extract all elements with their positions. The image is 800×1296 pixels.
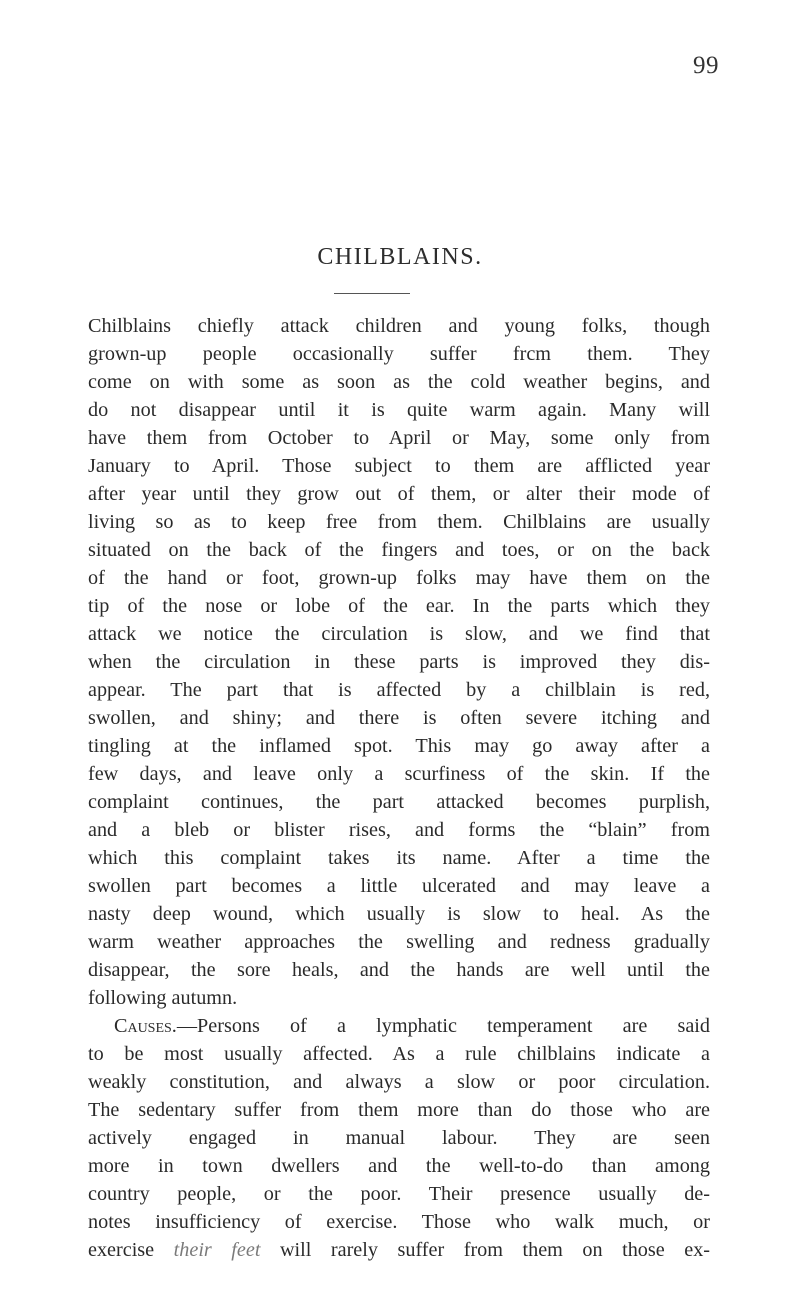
text-line: Chilblains chiefly attack children and young folks, though (88, 315, 710, 337)
text-line: following autumn. (88, 987, 238, 1009)
text-line: more in town dwellers and the well-to-do than among (88, 1155, 710, 1177)
text-line: weakly constitution, and always a slow or poor circulation. (88, 1071, 710, 1093)
text-line: when the circulation in these parts is improved they dis- (88, 651, 710, 673)
text-fragment: will rarely suffer from them on those ex- (260, 1239, 711, 1261)
faded-text: their feet (173, 1239, 261, 1261)
text-line: do not disappear until it is quite warm again. Many will (88, 399, 710, 421)
text-line: The sedentary suffer from them more than do those who are (88, 1099, 710, 1121)
text-line: appear. The part that is affected by a chilblain is red, (88, 679, 710, 701)
text-line-final (88, 1236, 710, 1264)
text-line: which this complaint takes its name. After a time the (88, 847, 710, 869)
causes-heading: Causes. (114, 1015, 177, 1037)
text-line: come on with some as soon as the cold weather begins, and (88, 371, 710, 393)
body-text (88, 312, 710, 1264)
text-line: warm weather approaches the swelling and redness gradually (88, 931, 710, 953)
text-line: after year until they grow out of them, or alter their mode of (88, 483, 710, 505)
text-line: have them from October to April or May, some only from (88, 427, 710, 449)
text-line: swollen part becomes a little ulcerated and may leave a (88, 875, 710, 897)
text-line: grown-up people occasionally suffer frcm them. They (88, 343, 710, 365)
text-line: of the hand or foot, grown-up folks may have them on the (88, 567, 710, 589)
text-line: situated on the back of the fingers and toes, or on the back (88, 539, 710, 561)
title-divider (334, 293, 410, 294)
causes-paragraph-start (88, 1012, 710, 1040)
text-line: and a bleb or blister rises, and forms the “blain” from (88, 819, 710, 841)
text-fragment: exercise (88, 1239, 174, 1261)
text-line: swollen, and shiny; and there is often severe itching and (88, 707, 710, 729)
text-line: notes insufficiency of exercise. Those who walk much, or (88, 1211, 710, 1233)
text-line: nasty deep wound, which usually is slow to heal. As the (88, 903, 710, 925)
text-line: January to April. Those subject to them are afflicted year (88, 455, 710, 477)
text-line: attack we notice the circulation is slow, and we find that (88, 623, 710, 645)
text-fragment: —Persons of a lymphatic temperament are said (176, 1015, 710, 1037)
text-line: disappear, the sore heals, and the hands are well until the (88, 959, 710, 981)
page-number: 99 (693, 52, 719, 79)
text-line: tingling at the inflamed spot. This may go away after a (88, 735, 710, 757)
text-line: few days, and leave only a scurfiness of the skin. If the (88, 763, 710, 785)
text-line: country people, or the poor. Their presence usually de- (88, 1183, 710, 1205)
text-line: living so as to keep free from them. Chilblains are usually (88, 511, 710, 533)
text-line: complaint continues, the part attacked becomes purplish, (88, 791, 710, 813)
text-line: tip of the nose or lobe of the ear. In the parts which they (88, 595, 710, 617)
text-line: to be most usually affected. As a rule chilblains indicate a (88, 1043, 710, 1065)
text-line: actively engaged in manual labour. They are seen (88, 1127, 710, 1149)
page-title: CHILBLAINS. (317, 244, 483, 270)
